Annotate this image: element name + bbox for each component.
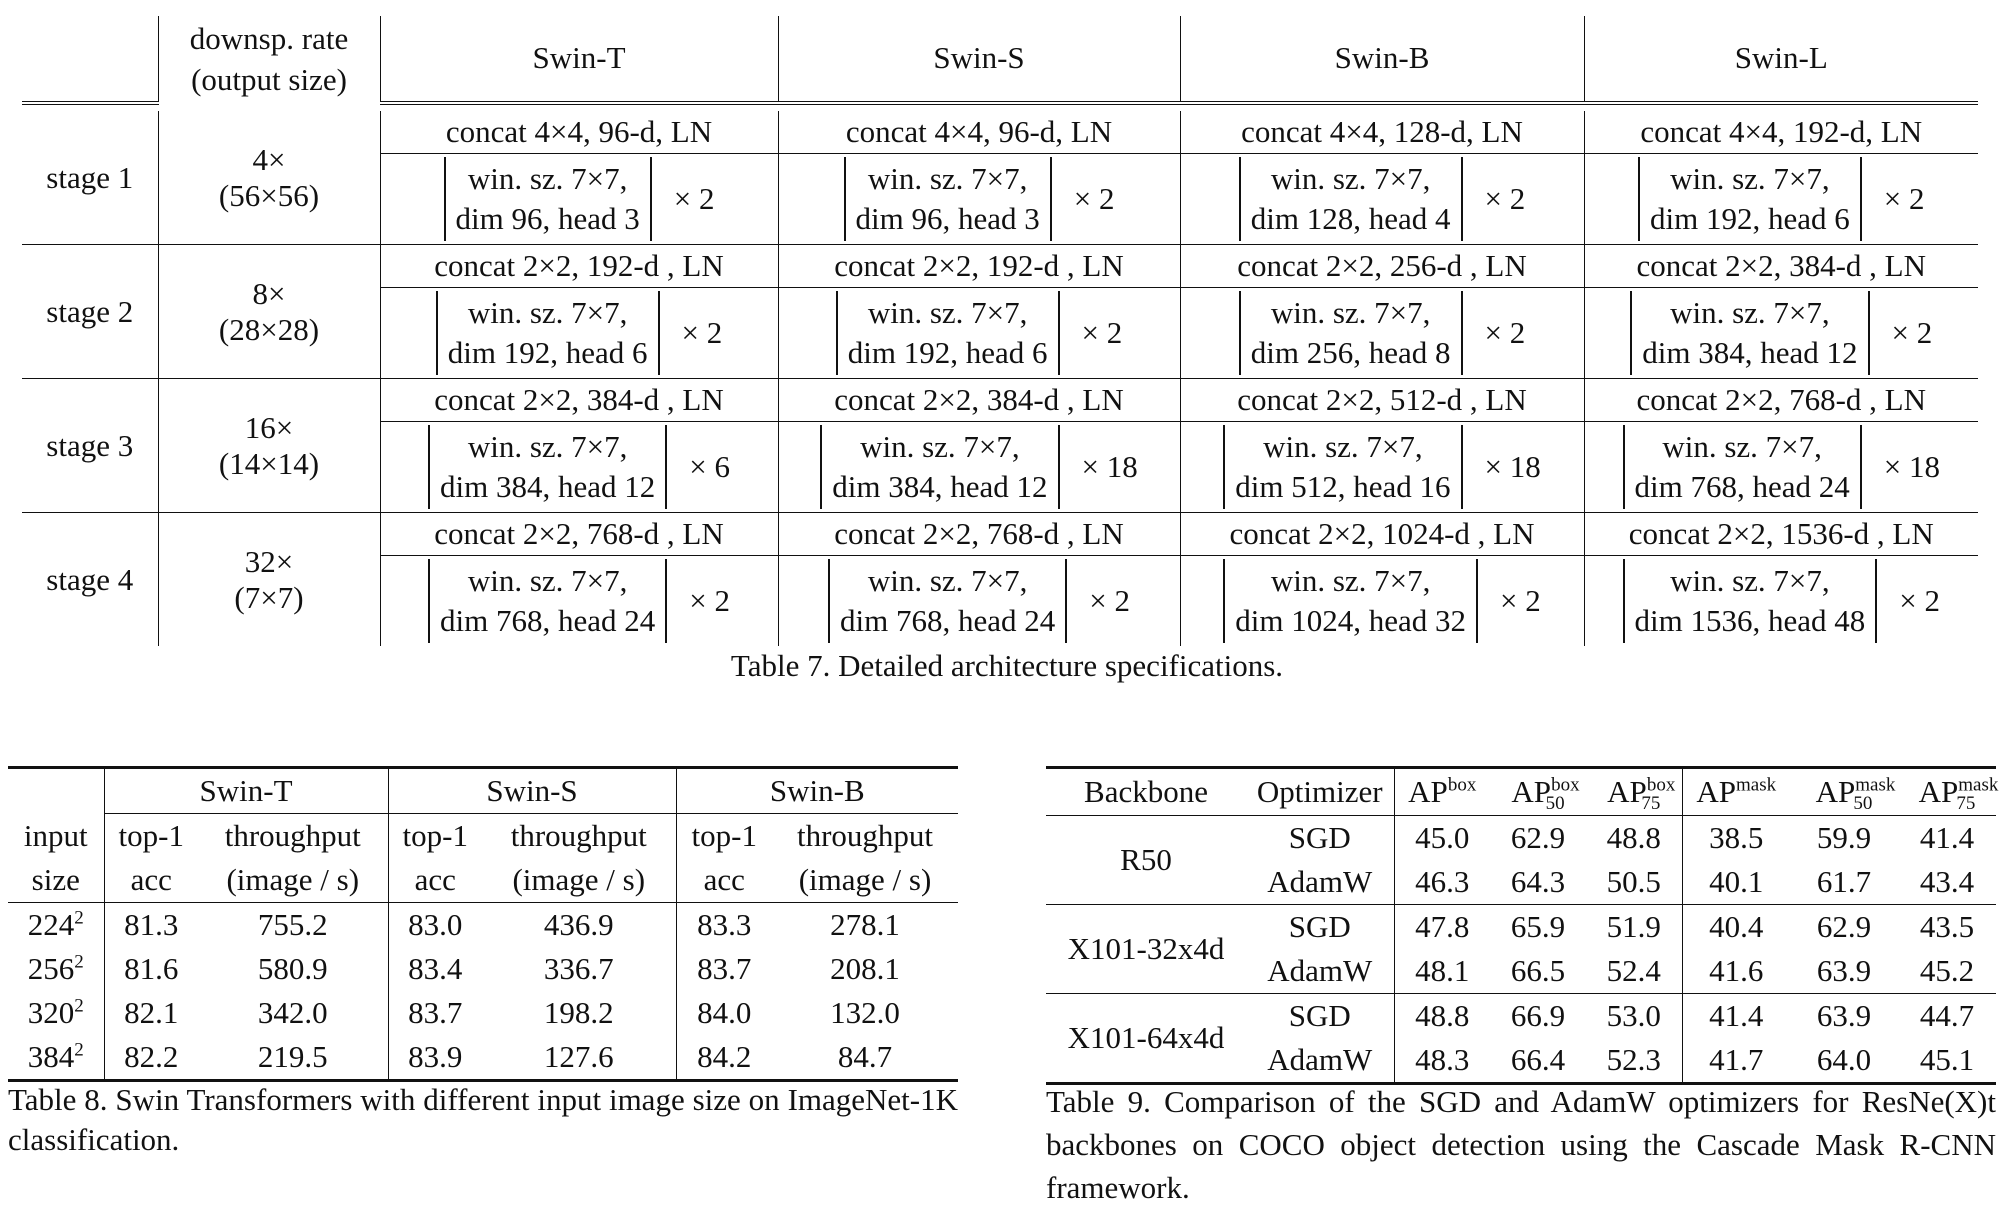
input-size-cell — [8, 991, 104, 1035]
window-size: win. sz. 7×7, — [1670, 295, 1830, 331]
block-bracket — [1623, 425, 1862, 508]
stage-downsample — [158, 111, 380, 245]
ap-box-value: 48.8 — [1394, 994, 1490, 1039]
block-repeat: × 2 — [1899, 583, 1940, 618]
window-size: win. sz. 7×7, — [1670, 161, 1830, 197]
block-bracket — [444, 157, 652, 240]
table-8-header-row-2 — [8, 858, 958, 903]
block-config — [828, 559, 1130, 642]
ap-mask-value: 41.6 — [1682, 949, 1790, 994]
table-7-corner-cell — [22, 16, 158, 103]
table-8-value: 81.3 — [104, 903, 198, 948]
optimizer-cell: AdamW — [1246, 860, 1394, 905]
table-8-row — [8, 903, 958, 948]
dim-head: dim 768, head 24 — [440, 603, 656, 638]
stage-downsample — [158, 245, 380, 379]
ap-box-value: 62.9 — [1510, 820, 1566, 855]
dim-head: dim 512, head 16 — [1235, 469, 1451, 504]
block-repeat: × 2 — [1883, 181, 1925, 216]
block-config — [1223, 559, 1540, 642]
table-7-header-row — [22, 16, 1978, 103]
block-bracket — [1638, 157, 1862, 240]
patch-merging-cell: concat 2×2, 192-d , LN — [380, 245, 778, 288]
patch-merging-cell: concat 4×4, 96-d, LN — [778, 111, 1180, 154]
block-repeat: × 18 — [1081, 449, 1138, 484]
table-9-head-optimizer: Optimizer — [1246, 768, 1394, 816]
stage-label: stage 1 — [22, 111, 158, 245]
table-8-head: (image / s) — [772, 858, 958, 903]
output-size-label: (output size) — [191, 61, 347, 97]
block-repeat: × 2 — [1081, 315, 1123, 350]
patch-merging-cell: concat 2×2, 768-d , LN — [380, 513, 778, 556]
table-8-row — [8, 947, 958, 991]
dim-head: dim 256, head 8 — [1250, 335, 1451, 370]
dim-head: dim 192, head 6 — [847, 335, 1048, 370]
patch-merging-cell: concat 2×2, 192-d , LN — [778, 245, 1180, 288]
table-8-head: top-1 — [104, 814, 198, 859]
table-7-double-rule — [22, 103, 1978, 111]
table-8-row — [8, 991, 958, 1035]
optimizer-cell: AdamW — [1246, 949, 1394, 994]
window-size: win. sz. 7×7, — [467, 429, 628, 465]
dim-head: dim 96, head 3 — [455, 201, 640, 236]
window-size: win. sz. 7×7, — [867, 161, 1028, 197]
table-7-body — [22, 111, 1978, 646]
optimizer-cell: SGD — [1288, 909, 1351, 944]
ap-box-value: 66.4 — [1510, 1042, 1566, 1077]
table-8-head: top-1 — [388, 814, 482, 859]
window-size: win. sz. 7×7, — [467, 161, 628, 197]
ap-box-value: 46.3 — [1394, 860, 1490, 905]
block-repeat: × 2 — [681, 315, 723, 350]
table-8-value: 84.7 — [837, 1039, 893, 1074]
input-size-cell — [8, 903, 104, 948]
block-bracket — [428, 559, 667, 642]
stage-output-size: (56×56) — [218, 177, 320, 213]
block-config-cell — [380, 422, 778, 513]
ap-mask-value: 61.7 — [1790, 860, 1898, 905]
block-config-cell — [380, 288, 778, 379]
backbone-cell: X101-32x4d — [1046, 905, 1246, 994]
block-config — [436, 291, 722, 374]
backbone-cell: X101-64x4d — [1067, 1020, 1225, 1055]
table-8-value: 83.3 — [676, 903, 772, 948]
table-8-value: 81.6 — [104, 947, 198, 991]
stage-output-size: (7×7) — [234, 579, 304, 615]
input-size-exponent: 2 — [74, 951, 84, 973]
block-config — [1239, 157, 1525, 240]
table-8-value: 278.1 — [830, 907, 900, 942]
table-8-header-row-1 — [8, 814, 958, 859]
ap-box-value: 51.9 — [1606, 909, 1661, 944]
ap-box-value: 66.5 — [1490, 949, 1586, 994]
stage-rate: 16× — [244, 409, 294, 445]
block-config — [820, 425, 1137, 508]
table-8-value: 198.2 — [543, 995, 614, 1030]
block-config — [444, 157, 715, 240]
table-8-row — [8, 1035, 958, 1081]
table-8-head: throughput — [796, 818, 934, 853]
backbone-cell: R50 — [1046, 816, 1246, 905]
ap-box-value: 66.9 — [1510, 998, 1566, 1033]
dim-head: dim 768, head 24 — [840, 603, 1056, 638]
ap-box-value: 45.0 — [1394, 816, 1490, 861]
table-7-header-model: Swin-T — [380, 16, 778, 103]
input-size-exponent: 2 — [74, 1039, 84, 1061]
dim-head: dim 96, head 3 — [855, 201, 1040, 236]
block-bracket — [1239, 157, 1463, 240]
ap-mask-value: 45.2 — [1898, 949, 1996, 994]
table-8-value: 580.9 — [257, 951, 328, 986]
dim-head: dim 1024, head 32 — [1235, 603, 1466, 638]
table-8-value: 82.2 — [104, 1035, 198, 1081]
stage-rate: 8× — [252, 275, 286, 311]
input-size-exponent: 2 — [74, 995, 84, 1017]
ap-box-value: 48.1 — [1394, 949, 1490, 994]
table-7-header-model: Swin-S — [778, 16, 1180, 103]
block-repeat: × 2 — [1089, 583, 1130, 618]
optimizer-cell: SGD — [1288, 820, 1351, 855]
table-8-value: 83.7 — [388, 991, 482, 1035]
block-config-cell — [1180, 288, 1584, 379]
table-8-value: 83.7 — [676, 947, 772, 991]
input-size-value: 256 — [27, 951, 75, 986]
patch-merging-cell: concat 2×2, 768-d , LN — [1584, 379, 1978, 422]
block-bracket — [844, 157, 1052, 240]
ap-box-value: 65.9 — [1510, 909, 1566, 944]
table-7-header-model: Swin-L — [1584, 16, 1978, 103]
table-9-head-ap: $AP^{mask}_{75}$ — [1898, 768, 1996, 816]
block-bracket — [1630, 291, 1869, 374]
ap-box-value: 50.5 — [1586, 860, 1682, 905]
dim-head: dim 192, head 6 — [1650, 201, 1850, 236]
optimizer-cell: SGD — [1288, 998, 1351, 1033]
dim-head: dim 192, head 6 — [447, 335, 648, 370]
ap-mask-value: 62.9 — [1816, 909, 1872, 944]
ap-mask-value: 40.4 — [1682, 905, 1790, 950]
window-size: win. sz. 7×7, — [867, 295, 1028, 331]
ap-mask-value: 43.4 — [1898, 860, 1996, 905]
table-8-group-label: Swin-S — [388, 768, 676, 814]
table-8-value: 83.0 — [388, 903, 482, 948]
table-9-head-backbone: Backbone — [1046, 768, 1246, 816]
stage-label: stage 2 — [22, 245, 158, 379]
patch-merging-cell: concat 2×2, 1536-d , LN — [1584, 513, 1978, 556]
stage-rate: 4× — [252, 141, 286, 177]
stage-label: stage 3 — [22, 379, 158, 513]
dim-head: dim 384, head 12 — [440, 469, 656, 504]
block-bracket — [820, 425, 1059, 508]
stage-output-size: (28×28) — [218, 311, 320, 347]
patch-merging-cell: concat 2×2, 384-d , LN — [1584, 245, 1978, 288]
patch-merging-cell: concat 2×2, 768-d , LN — [778, 513, 1180, 556]
patch-merging-cell: concat 2×2, 384-d , LN — [778, 379, 1180, 422]
patch-merging-cell: concat 2×2, 384-d , LN — [380, 379, 778, 422]
block-config-cell — [778, 288, 1180, 379]
input-size-cell — [8, 947, 104, 991]
block-config-cell — [380, 154, 778, 245]
table-8-head: top-1 — [676, 814, 772, 859]
block-bracket — [1623, 559, 1878, 642]
ap-box-value: 64.3 — [1490, 860, 1586, 905]
block-repeat: × 2 — [1073, 181, 1115, 216]
dim-head: dim 1536, head 48 — [1634, 603, 1866, 638]
ap-box-value: 48.8 — [1606, 820, 1661, 855]
stage-rate: 32× — [244, 543, 294, 579]
ap-mask-value: 43.5 — [1919, 909, 1975, 944]
table-8-value: 82.1 — [104, 991, 198, 1035]
table-8-head: throughput — [224, 818, 361, 853]
table-7-header-model: Swin-B — [1180, 16, 1584, 103]
table-9-head-ap: $AP^{box}_{75}$ — [1586, 768, 1682, 816]
table-8-value: 208.1 — [830, 951, 900, 986]
block-repeat: × 2 — [689, 583, 730, 618]
table-8-value: 83.4 — [388, 947, 482, 991]
block-config-cell — [1584, 154, 1978, 245]
input-size-value: 384 — [27, 1039, 75, 1074]
optimizer-cell: AdamW — [1267, 1042, 1373, 1077]
stage-downsample — [158, 513, 380, 647]
patch-merging-cell: concat 4×4, 128-d, LN — [1180, 111, 1584, 154]
block-bracket — [1239, 291, 1463, 374]
ap-mask-value: 40.1 — [1682, 860, 1790, 905]
table-9-body — [1046, 816, 1996, 1084]
window-size: win. sz. 7×7, — [1263, 429, 1423, 465]
dim-head: dim 128, head 4 — [1250, 201, 1451, 236]
block-repeat: × 2 — [1500, 583, 1541, 618]
block-config — [1223, 425, 1540, 508]
block-repeat: × 6 — [689, 449, 730, 484]
ap-box-value: 52.3 — [1606, 1042, 1661, 1077]
table-8-head: acc — [388, 858, 482, 903]
block-repeat: × 2 — [1484, 315, 1526, 350]
ap-mask-value: 45.1 — [1919, 1042, 1975, 1077]
window-size: win. sz. 7×7, — [1662, 429, 1822, 465]
table-8-value: 84.2 — [676, 1035, 772, 1081]
table-7-header-downsp — [158, 16, 380, 103]
table-8-value: 755.2 — [257, 907, 328, 942]
table-8-head: acc — [104, 858, 198, 903]
patch-merging-cell: concat 2×2, 256-d , LN — [1180, 245, 1584, 288]
table-8-value: 132.0 — [830, 995, 900, 1030]
window-size: win. sz. 7×7, — [467, 563, 628, 599]
block-bracket — [828, 559, 1067, 642]
downsp-label: downsp. rate — [189, 21, 349, 57]
block-bracket — [1223, 559, 1478, 642]
patch-merging-cell: concat 2×2, 1024-d , LN — [1180, 513, 1584, 556]
dim-head: dim 384, head 12 — [832, 469, 1048, 504]
block-config-cell — [380, 556, 778, 647]
table-8-group-label: Swin-B — [676, 768, 958, 814]
table-8-group-row — [8, 768, 958, 814]
block-config — [836, 291, 1122, 374]
patch-merging-cell: concat 4×4, 96-d, LN — [380, 111, 778, 154]
block-config-cell — [1584, 556, 1978, 647]
block-bracket — [1223, 425, 1462, 508]
table-9-row — [1046, 816, 1996, 861]
input-size-value: 224 — [27, 907, 75, 942]
block-repeat: × 18 — [1883, 449, 1940, 484]
block-config-cell — [778, 556, 1180, 647]
ap-mask-value: 63.9 — [1790, 949, 1898, 994]
window-size: win. sz. 7×7, — [1270, 295, 1431, 331]
table-9-optimizers — [1046, 766, 1999, 1085]
block-config — [1638, 157, 1924, 240]
ap-box-value: 52.4 — [1586, 949, 1682, 994]
table-9-head-ap: $AP^{box}_{50}$ — [1490, 768, 1586, 816]
window-size: win. sz. 7×7, — [1270, 161, 1431, 197]
block-config — [428, 425, 730, 508]
stage-label: stage 4 — [46, 561, 134, 597]
table-7-architecture — [22, 16, 1978, 646]
block-config-cell — [778, 154, 1180, 245]
block-config — [1239, 291, 1525, 374]
ap-mask-value: 59.9 — [1816, 820, 1872, 855]
input-size-value: 320 — [27, 995, 75, 1030]
table-8-value: 84.0 — [676, 991, 772, 1035]
ap-box-value: 53.0 — [1606, 998, 1661, 1033]
dim-head: dim 384, head 12 — [1642, 335, 1858, 370]
table-8-body — [8, 903, 958, 1081]
stage-output-size: (14×14) — [218, 445, 320, 481]
block-repeat: × 2 — [673, 181, 715, 216]
table-7-concat-row — [22, 245, 1978, 288]
table-9-caption: Table 9. Comparison of the SGD and AdamW optimizers for ResNe(X)t backbones on COCO object detection using the Cascade Mask R-CNN framework. — [1046, 1084, 1996, 1205]
block-config-cell — [1584, 422, 1978, 513]
table-8-head: acc — [676, 858, 772, 903]
ap-mask-value: 63.9 — [1816, 998, 1872, 1033]
block-config-cell — [778, 422, 1180, 513]
table-8-corner — [8, 768, 104, 814]
window-size: win. sz. 7×7, — [860, 429, 1020, 465]
table-8-caption: Table 8. Swin Transformers with different input image size on ImageNet-1K classification. — [8, 1082, 958, 1157]
ap-mask-value: 41.7 — [1682, 1038, 1790, 1084]
ap-mask-value: 41.4 — [1919, 820, 1975, 855]
block-config — [844, 157, 1115, 240]
ap-mask-value: 44.7 — [1919, 998, 1975, 1033]
block-bracket — [428, 425, 667, 508]
table-8-value: 342.0 — [257, 995, 328, 1030]
ap-box-value: 48.3 — [1394, 1038, 1490, 1084]
block-config-cell — [1180, 422, 1584, 513]
patch-merging-cell: concat 2×2, 512-d , LN — [1180, 379, 1584, 422]
table-8-head: size — [8, 858, 104, 903]
table-8-head: throughput — [510, 818, 647, 853]
block-config-cell — [1180, 154, 1584, 245]
block-repeat: × 2 — [1484, 181, 1526, 216]
table-9-row — [1046, 905, 1996, 950]
table-8-value: 83.9 — [388, 1035, 482, 1081]
table-8-value: 219.5 — [257, 1039, 328, 1074]
table-7-concat-row — [22, 379, 1978, 422]
window-size: win. sz. 7×7, — [1270, 563, 1431, 599]
table-9-head-ap: $AP^{mask}_{50}$ — [1790, 768, 1898, 816]
block-config-cell — [1584, 288, 1978, 379]
table-8-value: 436.9 — [543, 907, 614, 942]
block-config — [1630, 291, 1932, 374]
table-8-group-label: Swin-T — [104, 768, 388, 814]
table-9-row — [1046, 994, 1996, 1039]
ap-mask-value: 64.0 — [1816, 1042, 1872, 1077]
block-repeat: × 2 — [1891, 315, 1933, 350]
table-7-concat-row — [22, 513, 1978, 556]
table-8-head: (image / s) — [198, 858, 388, 903]
patch-merging-cell: concat 4×4, 192-d, LN — [1584, 111, 1978, 154]
block-config — [1623, 425, 1940, 508]
window-size: win. sz. 7×7, — [1670, 563, 1830, 599]
table-8-input-size — [8, 766, 958, 1082]
ap-box-value: 47.8 — [1394, 905, 1490, 950]
input-size-cell — [8, 1035, 104, 1081]
table-9-head-ap: $AP^{box}$ — [1394, 768, 1490, 816]
table-9-header-row — [1046, 768, 1996, 816]
block-config — [1623, 559, 1940, 642]
block-bracket — [436, 291, 660, 374]
dim-head: dim 768, head 24 — [1634, 469, 1850, 504]
block-config — [428, 559, 730, 642]
window-size: win. sz. 7×7, — [867, 563, 1028, 599]
table-8-head: input — [23, 817, 88, 853]
stage-downsample — [158, 379, 380, 513]
block-config-cell — [1180, 556, 1584, 647]
table-8-value: 336.7 — [543, 951, 614, 986]
block-repeat: × 18 — [1484, 449, 1541, 484]
table-7-caption: Table 7. Detailed architecture specifications. — [730, 648, 1284, 683]
ap-mask-value: 38.5 — [1682, 816, 1790, 861]
window-size: win. sz. 7×7, — [467, 295, 628, 331]
table-8-head: (image / s) — [482, 858, 676, 903]
table-8-value: 127.6 — [543, 1039, 614, 1074]
table-9-head-ap: $AP^{mask}$ — [1682, 768, 1790, 816]
table-7-concat-row — [22, 111, 1978, 154]
ap-mask-value: 41.4 — [1682, 994, 1790, 1039]
block-bracket — [836, 291, 1060, 374]
input-size-exponent: 2 — [74, 907, 84, 929]
